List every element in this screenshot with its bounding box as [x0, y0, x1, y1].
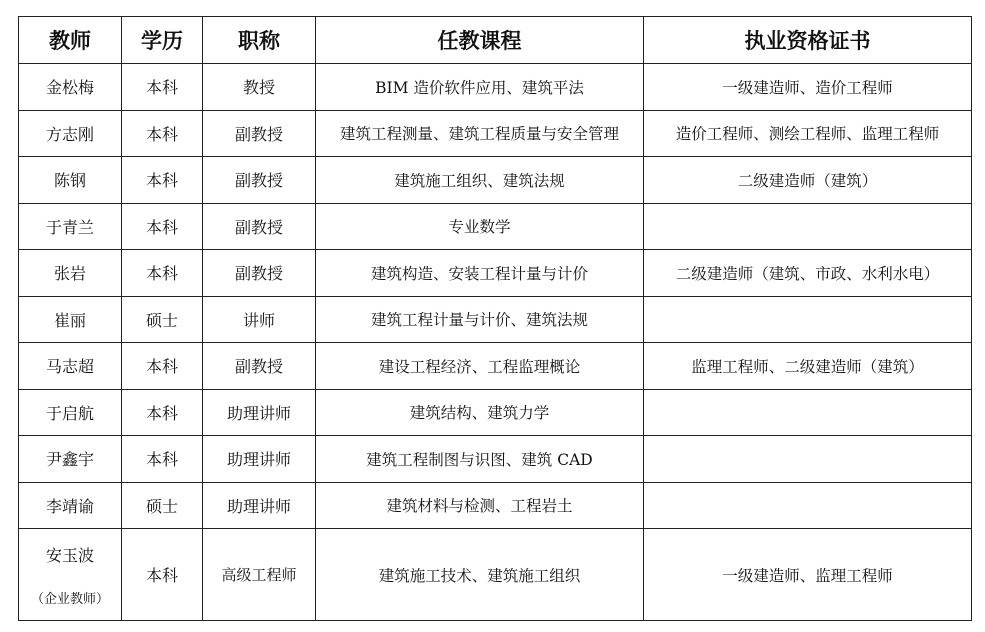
courses-cell: 建设工程经济、工程监理概论 [316, 343, 644, 390]
education-cell: 本科 [122, 529, 203, 621]
certificates-cell [644, 203, 972, 250]
education-cell: 本科 [122, 436, 203, 483]
title-cell: 副教授 [203, 343, 316, 390]
faculty-table [18, 16, 972, 621]
table-row [19, 482, 972, 529]
education-cell: 本科 [122, 343, 203, 390]
certificates-cell: 监理工程师、二级建造师（建筑） [644, 343, 972, 390]
teacher-name: 于启航 [19, 389, 122, 436]
title-cell: 副教授 [203, 203, 316, 250]
certificates-cell: 二级建造师（建筑、市政、水利水电） [644, 250, 972, 297]
certificates-cell: 一级建造师、监理工程师 [644, 529, 972, 621]
header-certificates: 执业资格证书 [644, 17, 972, 64]
header-title: 职称 [203, 17, 316, 64]
title-cell: 讲师 [203, 296, 316, 343]
title-cell: 副教授 [203, 110, 316, 157]
table-row [19, 296, 972, 343]
table-row [19, 203, 972, 250]
education-cell: 本科 [122, 389, 203, 436]
table-row [19, 157, 972, 204]
teacher-name: 于青兰 [19, 203, 122, 250]
header-education: 学历 [122, 17, 203, 64]
teacher-name: 崔丽 [19, 296, 122, 343]
certificates-cell: 一级建造师、造价工程师 [644, 64, 972, 111]
courses-cell: 建筑工程计量与计价、建筑法规 [316, 296, 644, 343]
certificates-cell [644, 482, 972, 529]
education-cell: 本科 [122, 64, 203, 111]
certificates-cell: 造价工程师、测绘工程师、监理工程师 [644, 110, 972, 157]
courses-cell: 建筑工程制图与识图、建筑 CAD [316, 436, 644, 483]
certificates-cell [644, 296, 972, 343]
teacher-note: （企业教师） [30, 591, 109, 607]
table-row [19, 64, 972, 111]
teacher-name-cell [19, 529, 122, 621]
courses-cell: 建筑施工技术、建筑施工组织 [316, 529, 644, 621]
education-cell: 本科 [122, 203, 203, 250]
title-cell: 助理讲师 [203, 389, 316, 436]
table-row [19, 343, 972, 390]
teacher-name: 方志刚 [19, 110, 122, 157]
table-row [19, 110, 972, 157]
table-row [19, 389, 972, 436]
education-cell: 本科 [122, 250, 203, 297]
certificates-cell [644, 436, 972, 483]
title-cell: 助理讲师 [203, 482, 316, 529]
certificates-cell [644, 389, 972, 436]
courses-cell: 建筑材料与检测、工程岩土 [316, 482, 644, 529]
table-row [19, 250, 972, 297]
education-cell: 本科 [122, 157, 203, 204]
teacher-name: 安玉波 [45, 545, 94, 565]
teacher-name: 李靖谕 [19, 482, 122, 529]
courses-cell: BIM 造价软件应用、建筑平法 [316, 64, 644, 111]
teacher-name: 尹鑫宇 [19, 436, 122, 483]
courses-cell: 建筑构造、安装工程计量与计价 [316, 250, 644, 297]
education-cell: 硕士 [122, 482, 203, 529]
header-row [19, 17, 972, 64]
table-row [19, 529, 972, 621]
title-cell: 高级工程师 [203, 529, 316, 621]
header-teacher: 教师 [19, 17, 122, 64]
title-cell: 助理讲师 [203, 436, 316, 483]
teacher-name: 陈钢 [19, 157, 122, 204]
courses-cell: 专业数学 [316, 203, 644, 250]
courses-cell: 建筑施工组织、建筑法规 [316, 157, 644, 204]
title-cell: 副教授 [203, 250, 316, 297]
header-courses: 任教课程 [316, 17, 644, 64]
table-row [19, 436, 972, 483]
title-cell: 教授 [203, 64, 316, 111]
education-cell: 本科 [122, 110, 203, 157]
teacher-name: 张岩 [19, 250, 122, 297]
courses-cell: 建筑结构、建筑力学 [316, 389, 644, 436]
title-cell: 副教授 [203, 157, 316, 204]
teacher-name: 马志超 [19, 343, 122, 390]
teacher-name: 金松梅 [19, 64, 122, 111]
certificates-cell: 二级建造师（建筑） [644, 157, 972, 204]
education-cell: 硕士 [122, 296, 203, 343]
courses-cell: 建筑工程测量、建筑工程质量与安全管理 [316, 110, 644, 157]
